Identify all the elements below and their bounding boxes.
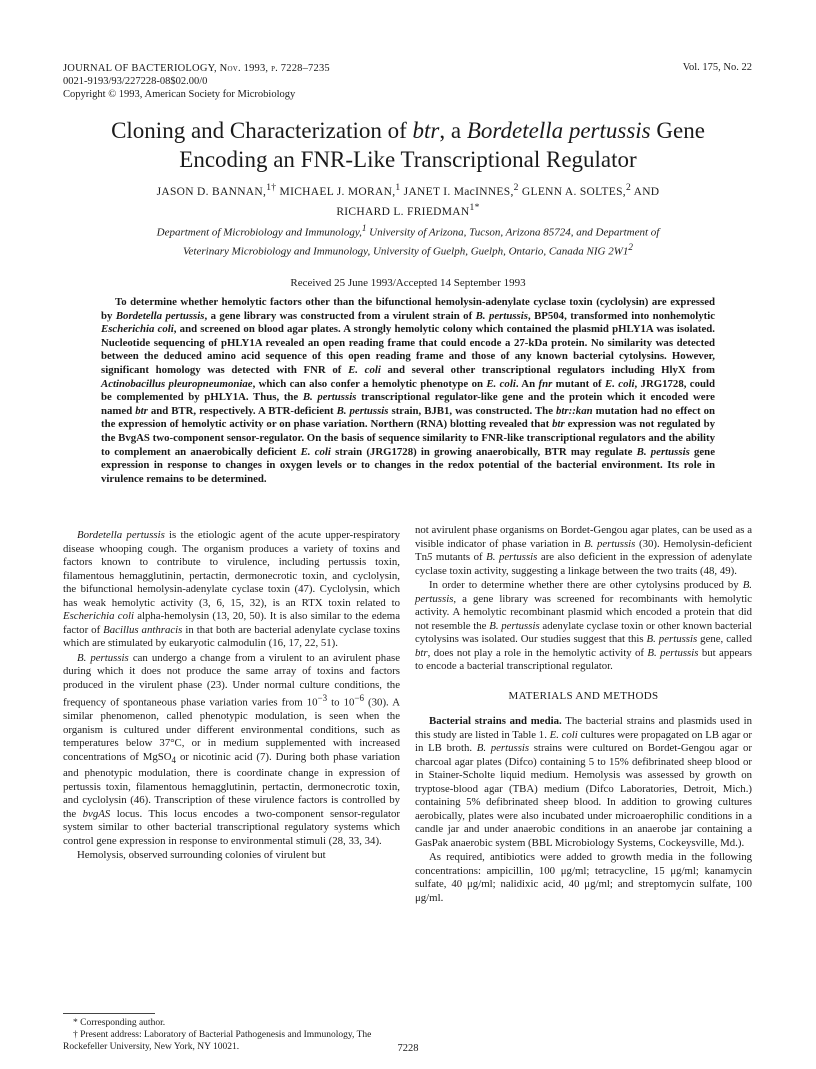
volume-issue: Vol. 175, No. 22 [682,62,752,73]
intro-paragraph-3-continued: not avirulent phase organisms on Bordet-Gengou agar plates, can be used as a visible indicator of phase variation in B. pertussis (30). Hemolysin-deficient Tn5 mutants of B. pertussis are also deficient in the expression of adenylate cyclase toxin activity, suggesting a linkage between the two traits (48, 49). [415,524,753,577]
footnote-divider [63,1013,155,1014]
page-number: 7228 [397,1043,419,1054]
methods-paragraph-1: Bacterial strains and media. The bacterial strains and plasmids used in this study are listed in Table 1. E. coli cultures were propagated on LB agar or in LB broth. B. pertussis strains were cultured on Bordet-Gengou agar or charcoal agar plates (Difco) containing 5 to 15% defibrinated sheep blood or in Stainer-Scholte liquid medium. Hemolysis was assessed by growth on tryptose-blood agar (TBA) medium (Difco Laboratories, Detroit, Mich.) containing 5% defibrinated sheep blood. In addition to growing cultures aerobically, plates were also incubated under microaerophilic conditions in a candle jar and under anaerobic conditions in an anaerobe jar containing a GasPak anaerobic system (BBL Microbiology Systems, Cockeysville, Md.). [415,715,752,849]
body-column-right [415,524,752,905]
body-column-left [63,529,400,863]
intro-paragraph-1: Bordetella pertussis is the etiologic agent of the acute upper-respiratory disease whooping cough. The organism produces a variety of toxins and factors known to contribute to virulence, including pertussis toxin, filamentous hemagglutinin, pertactin, dermonecrotic toxin, and cyclolysin, the bifunctional hemolysin-adenylate cyclase toxin (47). Cyclolysin, which has weak hemolytic activity (3, 6, 15, 32), is an RTX toxin related to Escherichia coli alpha-hemolysin (13, 20, 50). It is also similar to the edema factor of Bacillus anthracis in that both are bacterial adenylate cyclase toxins which are stimulated by eukaryotic calmodulin (16, 17, 22, 51). [63,529,401,649]
copyright-notice: Copyright © 1993, American Society for Microbiology [63,89,296,100]
footnote-corresponding: * Corresponding author. [73,1018,166,1028]
article-code: 0021-9193/93/227228-08$02.00/0 [63,76,208,87]
intro-paragraph-3: Hemolysis, observed surrounding colonies of virulent but [77,849,326,862]
author-list: JASON D. BANNAN,$^{1\dagger}$ MICHAEL J. MORAN,$^1$ JANET I. MacINNES,$^2$ GLENN A. SOLTES,$^2$ AND RICHARD L. $FRIEDMAN^{1*}$ [156,182,660,218]
journal-header [63,62,330,101]
intro-paragraph-4: In order to determine whether there are other cytolysins produced by B. pertussis, a gene library was screened for recombinants with hemolytic activity. A hemolytic recombinant plasmid which encoded a protein that did not resemble the B. pertussis adenylate cyclase toxin or other known bacterial cytolysins was isolated. Our studies suggest that this B. pertussis gene, called btr, does not play a role in the hemolytic activity of B. pertussis but appears to encode a bacterial transcriptional regulator. [415,579,753,672]
author-affiliations: Department of Microbiology and Immunology,$^1$ University of Arizona, Tucson, Arizona 85724, and Department of Veterinary Microbiology and Immunology, University of Guelph, Guelph, Ontario, Canada NIG $2W1^2$ [156,223,660,258]
methods-paragraph-2: As required, antibiotics were added to growth media in the following concentrations: ampicillin, 100 μg/ml; tetracycline, 15 μg/ml; kanamycin sulfate, 40 μg/ml; nalidixic acid, 40 μg/ml; and streptomycin sulfate, 100 μg/ml. [415,851,752,904]
footnote-present-address: † Present address: Laboratory of Bacterial Pathogenesis and Immunology, The Rockefeller University, New York, NY 10021. [63,1030,372,1052]
article-title: Cloning and Characterization of btr, a Bordetella pertussis Gene Encoding an FNR-Like Transcriptional Regulator [111,118,705,172]
received-dates: Received 25 June 1993/Accepted 14 September 1993 [290,277,526,289]
intro-paragraph-2: B. pertussis can undergo a change from a virulent to an avirulent phase during which it does not produce the same array of toxins and factors produced in the virulent phase (23). Under normal culture conditions, the frequency of spontaneous phase variation varies from $10^{-3}$ to $10^{-6}$ (30). A similar phenomenon, called phenotypic modulation, is seen when the organism is cultured under different environmental conditions, such as temperatures below 37°C, or in medium supplemented with increased concentrations of MgSO$_4$ or nicotinic acid (7). During both phase variation and phenotypic modulation, there is coordinate change in expression of pertussis toxin, filamentous hemagglutinin, pertactin, dermonecrotic toxin, and cyclolysin (46). Transcription of these virulence factors is controlled by the bvgAS locus. This locus encodes a two-component sensor-regulator system similar to other bacterial transcriptional regulatory systems which control gene expression in response to environmental stimuli (28, 33, 34). [63,651,400,847]
journal-citation: JOURNAL OF BACTERIOLOGY, Nov. 1993, p. 7228–7235 [63,63,330,74]
section-heading-methods: MATERIALS AND METHODS [508,689,659,702]
abstract: To determine whether hemolytic factors other than the bifunctional hemolysin-adenylate cyclase toxin (cyclolysin) are expressed by Bordetella pertussis, a gene library was constructed from a virulent strain of B. pertussis, BP504, transformed into nonhemolytic Escherichia coli, and screened on blood agar plates. A strongly hemolytic colony which contained the plasmid pHLY1A was isolated. Nucleotide sequencing of pHLY1A revealed an open reading frame that could encode a 27-kDa protein. No similarity was detected between the deduced amino acid sequence of this open reading frame and those of any known bacterial cytolysins. However, significant homology was detected with FNR of E. coli and several other transcriptional regulators including HlyX from Actinobacillus pleuropneumoniae, which can also confer a hemolytic phenotype on E. coli. An fnr mutant of E. coli, JRG1728, could be complemented by pHLY1A. Thus, the B. pertussis transcriptional regulator-like gene and the protein which it encoded were named btr and BTR, respectively. A BTR-deficient B. pertussis strain, BJB1, was constructed. The btr::kan mutation had no effect on the expression of hemolytic activity or on phase variation. Northern (RNA) blotting revealed that btr expression was not regulated by the BvgAS two-component sensor-regulator. On the basis of sequence similarity to FNR-like transcriptional regulators and the ability to complement an anaerobically deficient E. coli strain (JRG1728) in growing anaerobically, BTR may regulate B. pertussis gene expression in response to changes in oxygen levels or to changes in the redox potential of the bacterial environment. Its role in virulence remains to be determined. [101,296,716,485]
